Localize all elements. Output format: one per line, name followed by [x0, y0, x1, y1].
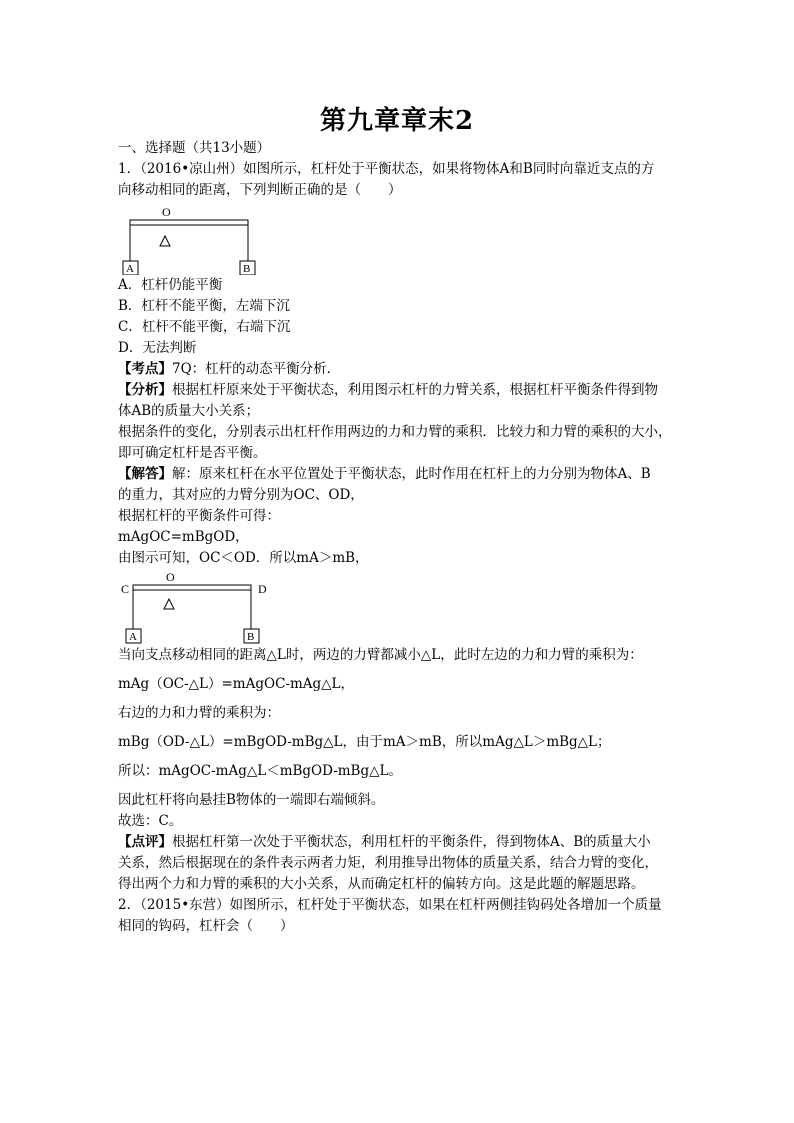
- q1-equation-4: mBg（OD-△L）=mBgOD-mBg△L，由于mA＞mB，所以mAg△L＞mBg△L；: [118, 734, 611, 750]
- q1-jieda-line-3: 根据杠杆的平衡条件可得：: [118, 508, 280, 524]
- q2-stem-line-1: 2．（2015•东营）如图所示，杠杆处于平衡状态，如果在杠杆两侧挂钩码处各增加一个质量: [118, 897, 662, 913]
- fig2-label-b: B: [247, 631, 255, 643]
- q1-dianping-line-2: 关系，然后根据现在的条件表示两者力矩，利用推导出物体的质量关系，结合力臂的变化，: [118, 855, 658, 871]
- q1-right-label: 右边的力和力臂的乘积为：: [118, 705, 280, 721]
- q1-kaodian: [118, 359, 678, 380]
- jieda-tag: 【解答】: [118, 466, 172, 482]
- q1-equation-5: 所以：mAgOC-mAg△L＜mBgOD-mBg△L。: [118, 763, 402, 779]
- jieda-text-1: 解：原来杠杆在水平位置处于平衡状态，此时作用在杠杆上的力分别为物体A、B: [172, 466, 651, 482]
- q1-option-b: B．杠杆不能平衡，左端下沉: [118, 298, 290, 314]
- q1-equation-1: mAgOC=mBgOD，: [118, 529, 249, 545]
- fig2-label-o: O: [166, 570, 175, 584]
- fenxi-text-1: 根据杠杆原来处于平衡状态，利用图示杠杆的力臂关系，根据杠杆平衡条件得到物: [172, 382, 658, 398]
- q1-fenxi-line-4: 即可确定杠杆是否平衡。: [118, 445, 267, 461]
- q1-dianping-line-1: [118, 832, 678, 853]
- q1-stem-line-2: 向移动相同的距离，下列判断正确的是（ ）: [118, 182, 402, 198]
- q1-fenxi-line-1: [118, 380, 678, 401]
- fig1-label-b: B: [243, 263, 251, 275]
- q1-option-a: A．杠杆仍能平衡: [118, 277, 223, 293]
- fig2-fulcrum-icon: [164, 599, 174, 609]
- fig1-lever-bar: [130, 220, 248, 225]
- q1-fenxi-line-2: 体AB的质量大小关系；: [118, 403, 260, 419]
- page-title: 第九章章末2: [319, 106, 475, 136]
- fig1-label-o: O: [162, 205, 171, 219]
- q2-stem-line-2: 相同的钩码，杠杆会（ ）: [118, 918, 294, 934]
- fig2-label-c: C: [121, 582, 130, 596]
- q1-jieda-line-2: 的重力，其对应的力臂分别为OC、OD，: [118, 487, 364, 503]
- q1-answer: 故选：C。: [118, 813, 183, 829]
- fig2-label-a: A: [129, 631, 137, 643]
- kaodian-tag: 【考点】: [118, 361, 172, 377]
- q1-stem-line-1: 1．（2016•凉山州）如图所示，杠杆处于平衡状态，如果将物体A和B同时向靠近支点的方: [118, 161, 655, 177]
- q1-fenxi-line-3: 根据条件的变化，分别表示出杠杆作用两边的力和力臂的乘积．比较力和力臂的乘积的大小，: [118, 424, 672, 440]
- q1-conclusion: 因此杠杆将向悬挂B物体的一端即右端倾斜。: [118, 792, 385, 808]
- q1-move-line: 当向支点移动相同的距离△L时，两边的力臂都减小△L，此时左边的力和力臂的乘积为：: [118, 647, 643, 663]
- q1-dianping-line-3: 得出两个力和力臂的乘积的大小关系，从而确定杠杆的偏转方向。这是此题的解题思路。: [118, 876, 645, 892]
- q1-jieda-line-1: [118, 464, 678, 485]
- lever-figure-1: [118, 203, 278, 275]
- dianping-tag: 【点评】: [118, 834, 172, 850]
- document-body: [118, 138, 678, 937]
- kaodian-text: 7Q：杠杆的动态平衡分析．: [172, 361, 341, 377]
- q1-equation-3: mAg（OC-△L）=mAgOC-mAg△L，: [118, 676, 354, 692]
- q1-option-c: C．杠杆不能平衡，右端下沉: [118, 319, 291, 335]
- fig1-fulcrum-icon: [160, 236, 170, 246]
- fig2-lever-bar: [133, 585, 251, 590]
- fenxi-tag: 【分析】: [118, 382, 172, 398]
- section-heading: 一、选择题（共13小题）: [118, 140, 271, 156]
- fig2-label-d: D: [258, 582, 267, 596]
- lever-figure-2: [118, 569, 283, 645]
- q1-option-d: D．无法判断: [118, 340, 197, 356]
- dianping-text-1: 根据杠杆第一次处于平衡状态，利用杠杆的平衡条件，得到物体A、B的质量大小: [172, 834, 651, 850]
- q1-equation-2: 由图示可知，OC＜OD．所以mA＞mB，: [118, 550, 369, 566]
- fig1-label-a: A: [126, 263, 134, 275]
